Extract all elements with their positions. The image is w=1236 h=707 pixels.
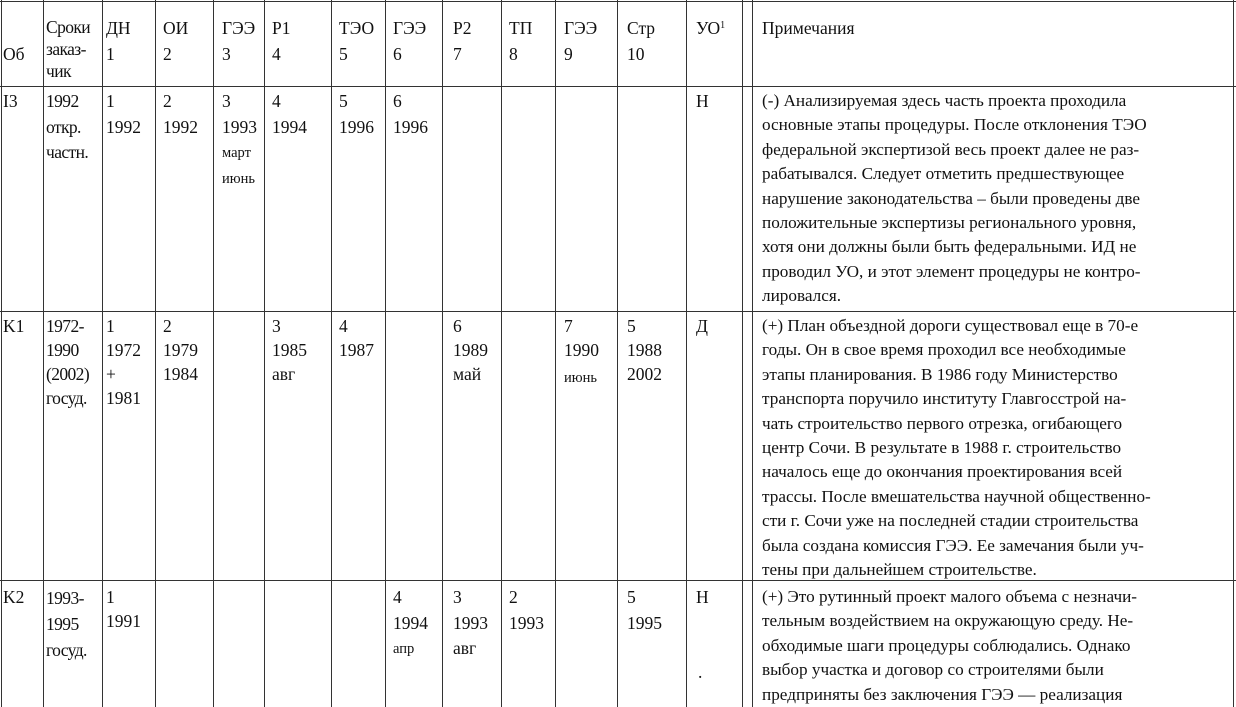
row-k2-note: (+) Это рутинный проект малого объема с незначи- тельным воздействием на окружающую среду. Не- обходимые шаги процедуры соблюдались. Однако выбор участка и договор со строителями были предприняты без заключения ГЭЭ — реализация (762, 587, 1138, 704)
header-str: Стр 10 (627, 18, 656, 64)
row-k2-uo: Н (696, 587, 709, 607)
row-i3-gee3-months: март июнь (222, 145, 255, 187)
row-i3-note: (-) Анализируемая здесь часть проекта проходила основные этапы процедуры. После отклонения ТЭО федеральной экспертизой весь проект далее не раз- рабатывался. Следует отметить предшествующее нарушение законодательства – были проведены две положительные экспертизы регионального уровня, хотя они должны были быть федеральными. ИД не проводил УО, и этот элемент процедуры не контро- лировался. (762, 91, 1147, 306)
row-i3-sroki: 1992 откр. частн. (46, 91, 89, 162)
row-k1-gee9-month: июнь (564, 370, 597, 386)
header-oi: ОИ 2 (163, 18, 189, 64)
row-i3-gee6: 6 1996 (393, 91, 428, 137)
grid-line (155, 0, 156, 707)
header-dn: ДН 1 (106, 18, 131, 64)
grid-line (1, 0, 2, 707)
row-k2-r2: 3 1993 авг (453, 587, 488, 658)
header-tp: ТП 8 (509, 18, 533, 64)
row-k1-teo: 4 1987 (339, 316, 374, 360)
grid-line (213, 0, 214, 707)
header-teo: ТЭО 5 (339, 18, 375, 64)
row-k2-gee6-month: апр (393, 641, 415, 657)
grid-line (102, 0, 103, 707)
header-ob: Об (3, 43, 25, 64)
row-i3-oi: 2 1992 (163, 91, 198, 137)
row-k1-r1: 3 1985 авг (272, 316, 307, 384)
row-i3-gee3: 3 1993 (222, 91, 257, 137)
grid-line (331, 0, 332, 707)
row-k1-dn: 1 1972 + 1981 (106, 316, 141, 408)
row-k1-gee9: 7 1990 (564, 316, 599, 360)
row-k1-ob: K1 (3, 316, 25, 336)
header-sroki: Сроки заказ- чик (46, 17, 91, 81)
grid-line (742, 0, 743, 707)
row-k2-sroki: 1993- 1995 госуд. (46, 588, 87, 660)
footnote-marker: 1 (720, 20, 726, 31)
grid-line (264, 0, 265, 707)
row-k1-note: (+) План объездной дороги существовал еще в 70-е годы. Он в свое время проходил все необходимые этапы планирования. В 1986 году Министерство транспорта поручило институту Главгосстрой на- чать строительство первого отрезка, огибающего центр Сочи. В результате в 1988 г. строительство началось еще до окончания проектирования всей трассы. После вмешательства научной общественно- сти г. Сочи уже на последней стадии строительства была создана комиссия ГЭЭ. Ее замечания были уч- тены при дальнейшем строительстве. (762, 316, 1151, 580)
header-notes: Примечания (762, 18, 855, 38)
row-k2-ob: K2 (3, 587, 25, 607)
row-k2-str: 5 1995 (627, 587, 662, 633)
header-r2: Р2 7 (453, 18, 472, 64)
grid-line (385, 0, 386, 707)
row-k2-dn: 1 1991 (106, 587, 141, 631)
row-k1-str: 5 1988 2002 (627, 316, 662, 384)
grid-line (0, 1, 1236, 2)
header-uo: $УО^1$ (696, 18, 726, 38)
row-i3-r1: 4 1994 (272, 91, 307, 137)
grid-line (686, 0, 687, 707)
row-k1-r2: 6 1989 май (453, 316, 488, 384)
row-k2-tp: 2 1993 (509, 587, 544, 633)
grid-line (0, 86, 1236, 87)
row-i3-uo: Н (696, 91, 709, 111)
row-k1-sroki: 1972- 1990 (2002) госуд. (46, 316, 90, 408)
row-k2-gee6: 4 1994 (393, 587, 428, 633)
grid-line (617, 0, 618, 707)
header-gee9: ГЭЭ 9 (564, 18, 598, 64)
grid-line (43, 0, 44, 707)
grid-line (0, 311, 1236, 312)
grid-line (442, 0, 443, 707)
row-k1-uo: Д (696, 316, 708, 336)
grid-line (555, 0, 556, 707)
row-i3-teo: 5 1996 (339, 91, 374, 137)
header-gee3: ГЭЭ 3 (222, 18, 256, 64)
grid-line (752, 0, 753, 707)
row-i3-dn: 1 1992 (106, 91, 141, 137)
row-k2-uo-mark: . (698, 662, 703, 682)
row-i3-ob: I3 (3, 91, 18, 111)
header-r1: Р1 4 (272, 18, 291, 64)
header-gee6: ГЭЭ 6 (393, 18, 427, 64)
grid-line (501, 0, 502, 707)
grid-line (1233, 0, 1234, 707)
row-k1-oi: 2 1979 1984 (163, 316, 198, 384)
